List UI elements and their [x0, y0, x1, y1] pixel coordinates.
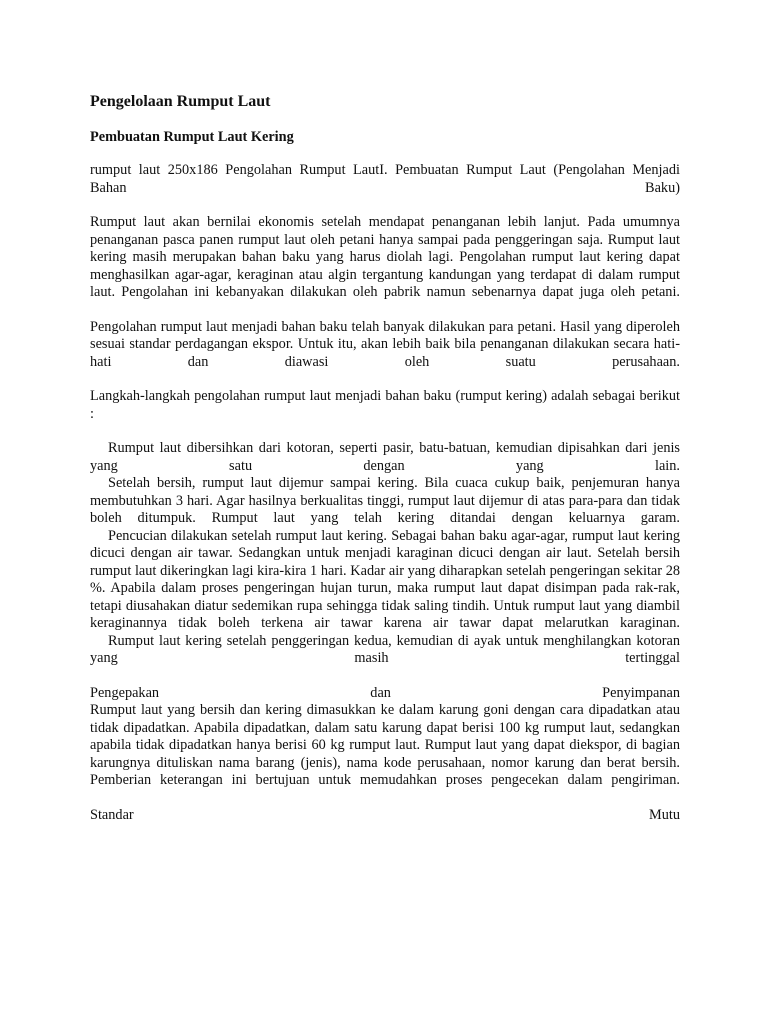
section-heading-quality: Standar Mutu — [90, 806, 680, 823]
packing-paragraph: Rumput laut yang bersih dan kering dimasukkan ke dalam karung goni dengan cara dipadatkan atau tidak dipadatkan. Apabila dipadatkan, dalam satu karung dapat berisi 100 kg rumput laut, sedangkan apabila tidak dipadatkan hanya berisi 60 kg rumput laut. Rumput laut yang dapat diekspor, di bagian karungnya dituliskan nama barang (jenis), nama kode perusahaan, nomor karung dan berat bersih. Pemberian keterangan ini bertujuan untuk memudahkan proses pengecekan dalam pengiriman. — [90, 702, 680, 788]
paragraph-3: Langkah-langkah pengolahan rumput laut menjadi bahan baku (rumput kering) adalah sebagai berikut : — [90, 388, 680, 422]
list-item: Setelah bersih, rumput laut dijemur sampai kering. Bila cuaca cukup baik, penjemuran hanya membutuhkan 3 hari. Agar hasilnya berkualitas tinggi, rumput laut dijemur di atas para-para dan tidak boleh ditumpuk. Rumput laut yang telah kering ditandai dengan keluarnya garam. — [90, 475, 680, 526]
steps-list — [90, 440, 680, 668]
paragraph-1: Rumput laut akan bernilai ekonomis setelah mendapat penanganan lebih lanjut. Pada umumnya penanganan pasca panen rumput laut oleh petani hanya sampai pada penggeringan saja. Rumput laut kering masih merupakan bahan baku yang harus diolah lagi. Pengolahan rumput laut kering dapat menghasilkan agar-agar, keraginan atau algin tergantung kandungan yang terdapat di dalam rumput laut. Pengolahan ini kebanyakan dilakukan oleh pabrik namun sebenarnya dapat juga oleh petani. — [90, 214, 680, 300]
paragraph-2: Pengolahan rumput laut menjadi bahan baku telah banyak dilakukan para petani. Hasil yang diperoleh sesuai standar perdagangan ekspor. Untuk itu, akan lebih baik bila penanganan dilakukan secara hati-hati dan diawasi oleh suatu perusahaan. — [90, 318, 680, 370]
list-item: Rumput laut dibersihkan dari kotoran, seperti pasir, batu-batuan, kemudian dipisahkan dari jenis yang satu dengan yang lain. — [90, 440, 680, 474]
page-title: Pengelolaan Rumput Laut — [90, 93, 271, 110]
list-item: Pencucian dilakukan setelah rumput laut kering. Sebagai bahan baku agar-agar, rumput laut kering dicuci dengan air tawar. Sedangkan untuk menjadi karaginan dicuci dengan air laut. Setelah bersih rumput laut dikeringkan lagi kira-kira 1 hari. Kadar air yang diharapkan setelah pengeringan sekitar 28 %. Apabila dalam proses pengeringan hujan turun, maka rumput laut dapat disimpan pada rak-rak, tetapi diusahakan diatur sedemikan rupa sehingga tidak saling tindih. Untuk rumput laut yang diambil keraginannya tidak boleh terkena air tawar karena air tawar dapat melarutkan karaginan. — [90, 527, 680, 631]
document-page — [90, 92, 680, 824]
list-item: Rumput laut kering setelah penggeringan kedua, kemudian di ayak untuk menghilangkan kotoran yang masih tertinggal — [90, 632, 680, 666]
section-heading-packing: Pengepakan dan Penyimpanan — [90, 684, 680, 701]
section-subtitle: Pembuatan Rumput Laut Kering — [90, 129, 294, 145]
intro-paragraph: rumput laut 250x186 Pengolahan Rumput LautI. Pembuatan Rumput Laut (Pengolahan Menjadi Bahan Baku) — [90, 162, 680, 196]
